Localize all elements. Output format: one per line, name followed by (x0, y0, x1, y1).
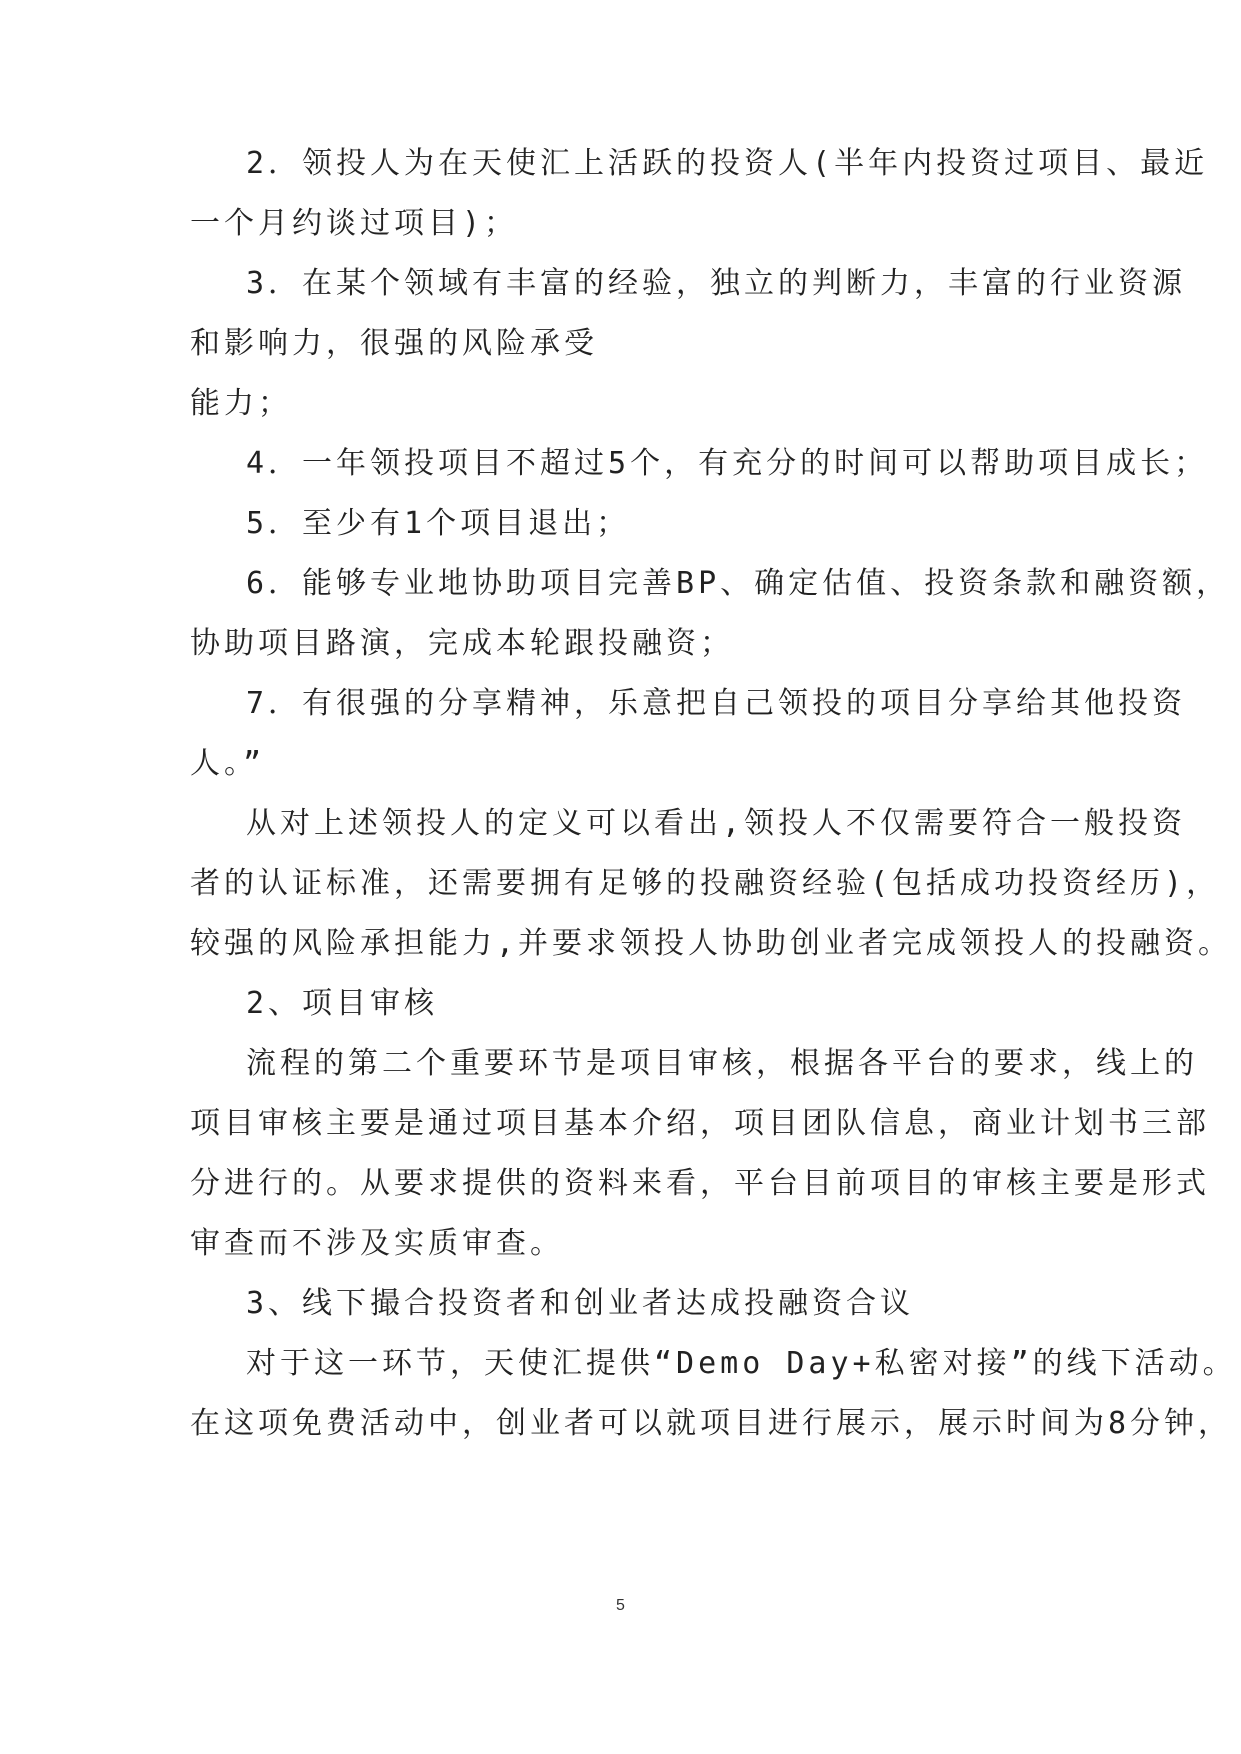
paragraph-line: 人。” (190, 746, 266, 781)
paragraph-line: 6．能够专业地协助项目完善BP、确定估值、投资条款和融资额， (246, 566, 1231, 601)
paragraph-line: 较强的风险承担能力,并要求领投人协助创业者完成领投人的投融资。 (190, 926, 1233, 961)
section-heading: 2、项目审核 (246, 986, 439, 1021)
paragraph-line: 能力； (190, 386, 292, 421)
paragraph-line: 项目审核主要是通过项目基本介绍，项目团队信息，商业计划书三部 (190, 1106, 1210, 1141)
paragraph-line: 5．至少有1个项目退出； (246, 506, 631, 541)
paragraph-line: 流程的第二个重要环节是项目审核，根据各平台的要求，线上的 (246, 1046, 1198, 1081)
paragraph-line: 对于这一环节，天使汇提供“Demo Day+私密对接”的线下活动。 (246, 1346, 1237, 1381)
paragraph-line: 分进行的。从要求提供的资料来看，平台目前项目的审核主要是形式 (190, 1166, 1210, 1201)
paragraph-line: 者的认证标准，还需要拥有足够的投融资经验(包括成功投资经历)， (190, 866, 1221, 901)
paragraph-line: 4．一年领投项目不超过5个，有充分的时间可以帮助项目成长； (246, 446, 1209, 481)
paragraph-line: 协助项目路演，完成本轮跟投融资； (190, 626, 734, 661)
paragraph-line: 2．领投人为在天使汇上活跃的投资人(半年内投资过项目、最近 (246, 146, 1209, 181)
paragraph-line: 从对上述领投人的定义可以看出,领投人不仅需要符合一般投资 (246, 806, 1187, 841)
paragraph-line: 3．在某个领域有丰富的经验，独立的判断力，丰富的行业资源 (246, 266, 1187, 301)
paragraph-line: 一个月约谈过项目)； (190, 206, 519, 241)
page-number: 5 (616, 1597, 625, 1614)
paragraph-line: 7．有很强的分享精神，乐意把自己领投的项目分享给其他投资 (246, 686, 1187, 721)
section-heading: 3、线下撮合投资者和创业者达成投融资合议 (246, 1286, 915, 1321)
paragraph-line: 和影响力，很强的风险承受 (190, 326, 598, 361)
paragraph-line: 审查而不涉及实质审查。 (190, 1226, 564, 1261)
paragraph-line: 在这项免费活动中，创业者可以就项目进行展示，展示时间为8分钟， (190, 1406, 1233, 1441)
